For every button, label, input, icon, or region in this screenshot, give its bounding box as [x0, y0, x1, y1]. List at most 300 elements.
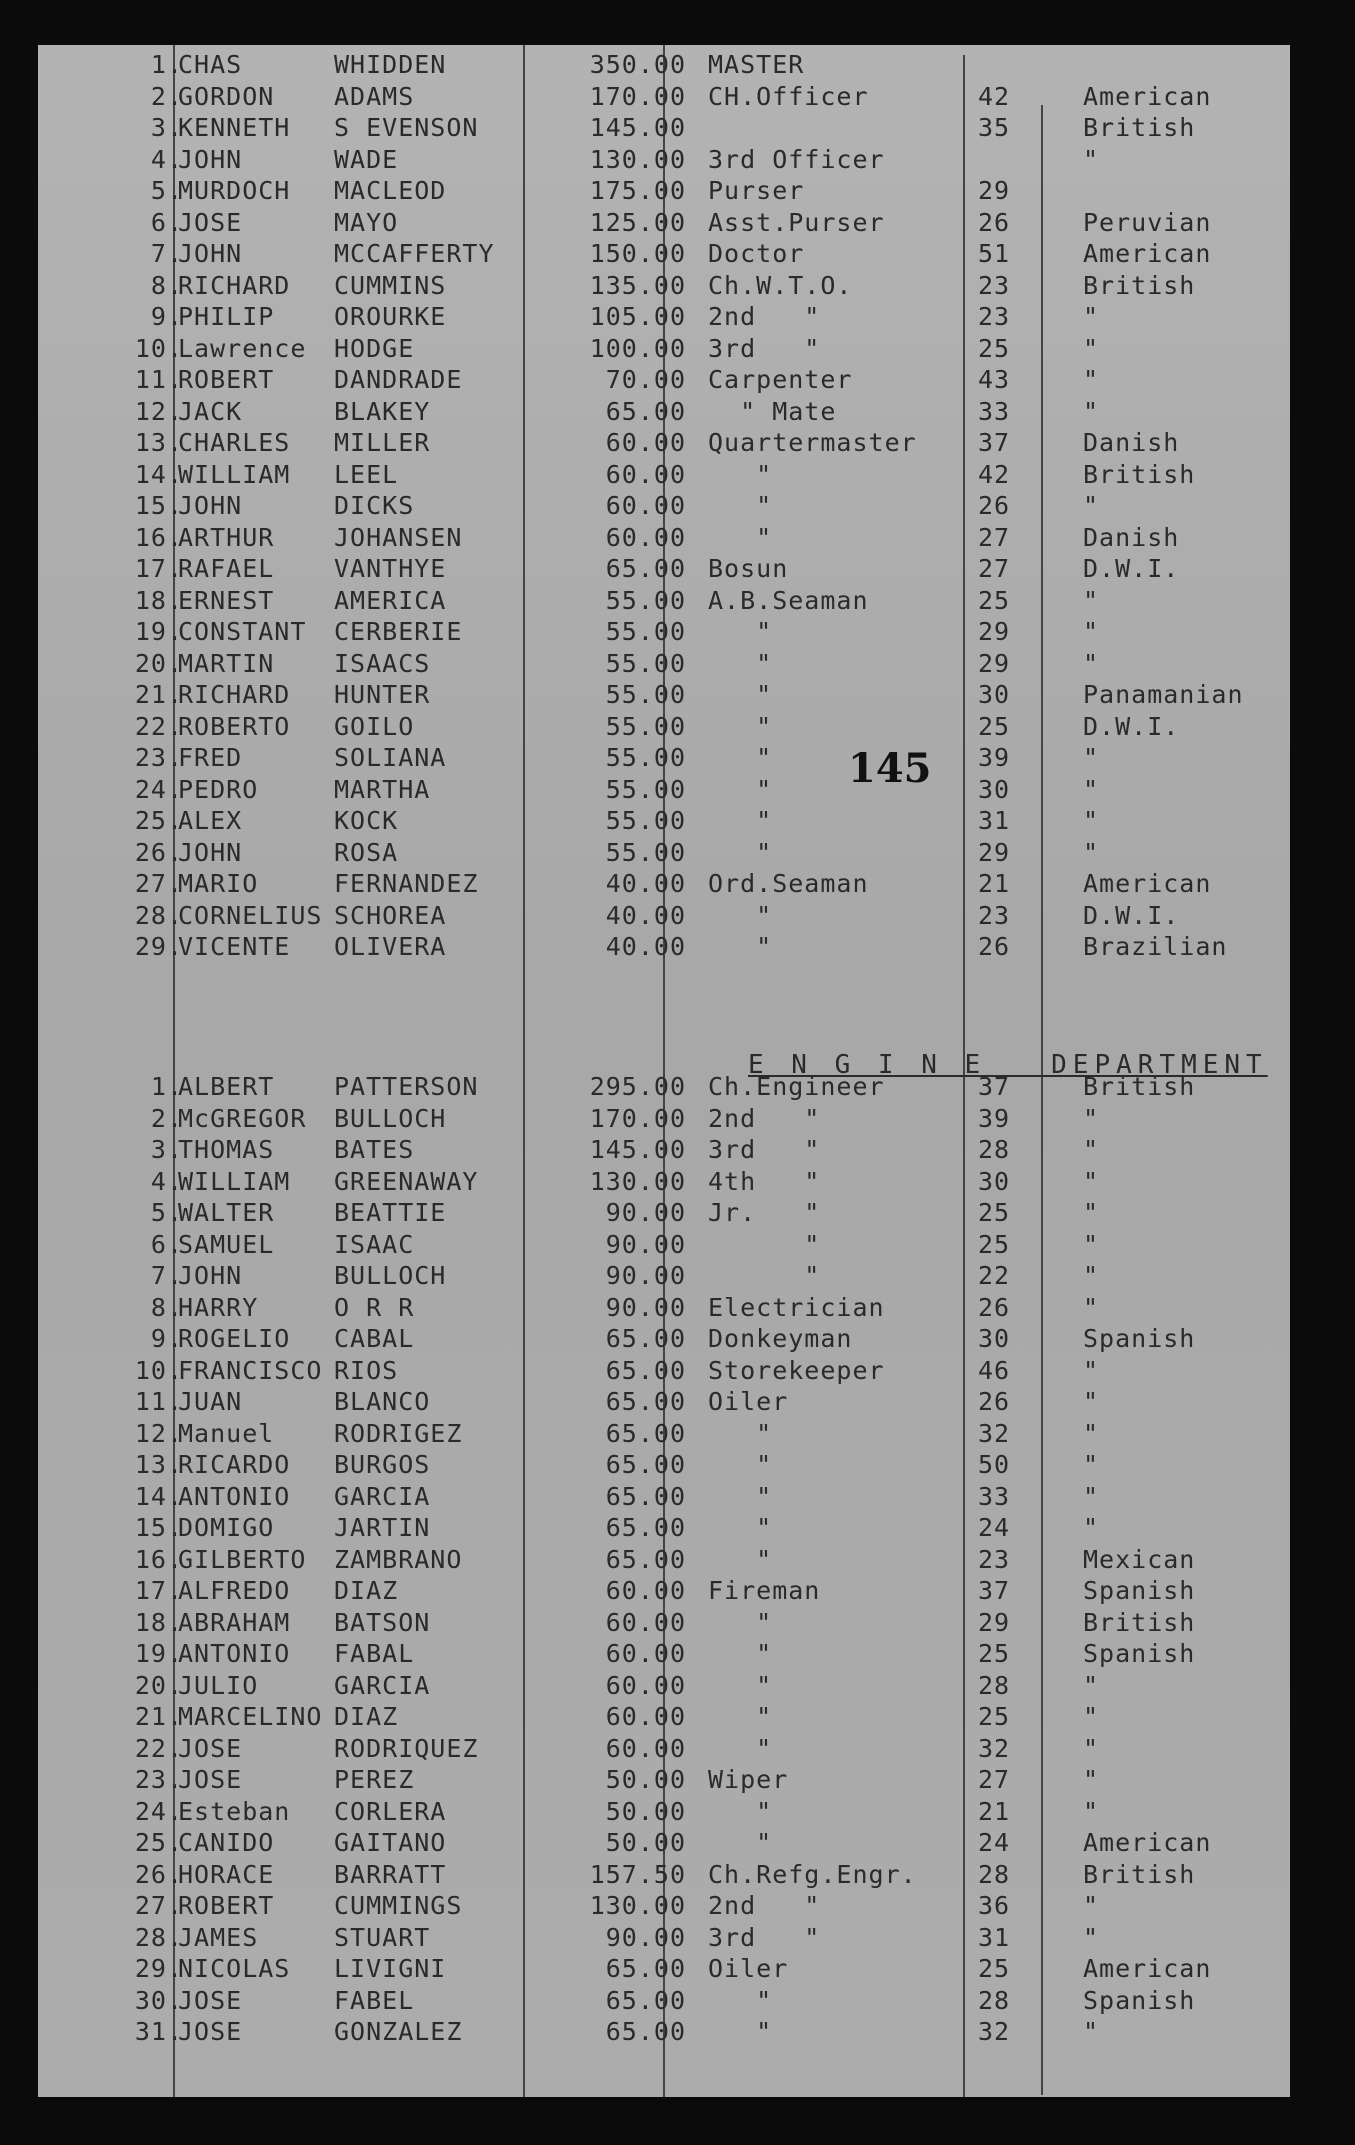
monthly-wage: 90.00 — [605, 1198, 686, 1227]
first-name: Esteban — [178, 1796, 291, 1826]
rank: A.B.Seaman — [708, 585, 869, 615]
last-name: GONZALEZ — [334, 2017, 463, 2046]
nationality: Spanish — [1083, 1576, 1196, 1605]
crew-number: 3. — [150, 1135, 183, 1164]
nationality: " — [1083, 396, 1100, 426]
crew-number: 10. — [134, 1355, 183, 1385]
first-name: CHAS — [178, 50, 243, 79]
rank: " — [708, 1985, 773, 2015]
age: 21 — [978, 869, 1011, 898]
crew-number: 29. — [134, 932, 183, 961]
first-name: WILLIAM — [178, 459, 291, 489]
crew-number: 7. — [150, 1261, 183, 1290]
last-name: GOILO — [334, 711, 415, 741]
age: 29 — [978, 617, 1011, 646]
rank: " — [708, 1796, 773, 1826]
crew-number: 4. — [150, 144, 183, 174]
first-name: PEDRO — [178, 774, 259, 804]
page-number-stamp: 145 — [848, 745, 932, 792]
crew-number: 30. — [134, 1985, 183, 2015]
first-name: JOHN — [178, 144, 243, 174]
rank: " — [708, 1670, 773, 1700]
nationality: " — [1083, 1922, 1100, 1952]
last-name: BLAKEY — [334, 396, 431, 426]
nationality: British — [1083, 1072, 1196, 1101]
last-name: CUMMINS — [334, 270, 447, 300]
rank: 3rd " — [708, 333, 821, 363]
nationality: " — [1083, 333, 1100, 363]
age: 25 — [978, 1198, 1011, 1227]
age: 23 — [978, 1544, 1011, 1574]
crew-row — [38, 1545, 1290, 1575]
crew-number: 21. — [134, 680, 183, 709]
monthly-wage: 50.00 — [605, 1828, 686, 1857]
age: 46 — [978, 1355, 1011, 1385]
crew-row — [38, 901, 1290, 931]
crew-number: 13. — [134, 1450, 183, 1479]
first-name: WALTER — [178, 1198, 275, 1227]
nationality: " — [1083, 1513, 1100, 1542]
age: 24 — [978, 1828, 1011, 1857]
nationality: " — [1083, 144, 1100, 174]
age: 27 — [978, 1765, 1011, 1794]
monthly-wage: 130.00 — [589, 1891, 686, 1920]
last-name: FABEL — [334, 1985, 415, 2015]
last-name: MILLER — [334, 428, 431, 457]
last-name: GARCIA — [334, 1670, 431, 1700]
crew-number: 3. — [150, 113, 183, 142]
monthly-wage: 40.00 — [605, 900, 686, 930]
age: 51 — [978, 239, 1011, 268]
nationality: Spanish — [1083, 1324, 1196, 1353]
rank: 3rd " — [708, 1135, 821, 1164]
age: 23 — [978, 270, 1011, 300]
last-name: BATES — [334, 1135, 415, 1164]
nationality: " — [1083, 1765, 1100, 1794]
rank: " — [708, 806, 773, 835]
age: 36 — [978, 1891, 1011, 1920]
age: 32 — [978, 2017, 1011, 2046]
age: 25 — [978, 1229, 1011, 1259]
last-name: WADE — [334, 144, 399, 174]
crew-row — [38, 460, 1290, 490]
first-name: ALBERT — [178, 1072, 275, 1101]
first-name: SAMUEL — [178, 1229, 275, 1259]
crew-row — [38, 82, 1290, 112]
crew-number: 7. — [150, 239, 183, 268]
crew-number: 22. — [134, 711, 183, 741]
monthly-wage: 55.00 — [605, 680, 686, 709]
monthly-wage: 65.00 — [605, 1544, 686, 1574]
first-name: Manuel — [178, 1418, 275, 1448]
last-name: ISAACS — [334, 648, 431, 678]
crew-row — [38, 1135, 1290, 1165]
last-name: ROSA — [334, 837, 399, 867]
rank: Oiler — [708, 1954, 789, 1983]
monthly-wage: 105.00 — [589, 302, 686, 331]
crew-row — [38, 1576, 1290, 1606]
last-name: MAYO — [334, 207, 399, 237]
age: 29 — [978, 176, 1011, 205]
crew-number: 27. — [134, 869, 183, 898]
first-name: MARCELINO — [178, 1702, 323, 1731]
first-name: Lawrence — [178, 333, 307, 363]
crew-row — [38, 1482, 1290, 1512]
last-name: MCCAFFERTY — [334, 239, 495, 268]
crew-list-sheet — [38, 45, 1290, 2097]
rank: " — [708, 1481, 773, 1511]
nationality: " — [1083, 365, 1100, 394]
last-name: MARTHA — [334, 774, 431, 804]
crew-number: 12. — [134, 396, 183, 426]
first-name: JOSE — [178, 1733, 243, 1763]
age: 27 — [978, 522, 1011, 552]
rank: " — [708, 2017, 773, 2046]
first-name: RAFAEL — [178, 554, 275, 583]
nationality: Spanish — [1083, 1639, 1196, 1668]
monthly-wage: 65.00 — [605, 1954, 686, 1983]
crew-row — [38, 1986, 1290, 2016]
rank: " — [708, 743, 773, 772]
crew-row — [38, 491, 1290, 521]
monthly-wage: 90.00 — [605, 1229, 686, 1259]
first-name: THOMAS — [178, 1135, 275, 1164]
crew-number: 8. — [150, 270, 183, 300]
nationality: Mexican — [1083, 1544, 1196, 1574]
last-name: SOLIANA — [334, 743, 447, 772]
crew-row — [38, 838, 1290, 868]
rank: MASTER — [708, 50, 805, 79]
last-name: DIAZ — [334, 1702, 399, 1731]
nationality: American — [1083, 1828, 1212, 1857]
nationality: " — [1083, 1292, 1100, 1322]
crew-row — [38, 1198, 1290, 1228]
monthly-wage: 135.00 — [589, 270, 686, 300]
nationality: D.W.I. — [1083, 554, 1180, 583]
first-name: MARTIN — [178, 648, 275, 678]
last-name: GREENAWAY — [334, 1166, 479, 1196]
last-name: LEEL — [334, 459, 399, 489]
crew-number: 9. — [150, 302, 183, 331]
crew-number: 26. — [134, 1859, 183, 1889]
rank: Jr. " — [708, 1198, 821, 1227]
crew-number: 25. — [134, 806, 183, 835]
nationality: " — [1083, 1418, 1100, 1448]
first-name: CHARLES — [178, 428, 291, 457]
last-name: OLIVERA — [334, 932, 447, 961]
monthly-wage: 65.00 — [605, 1985, 686, 2015]
crew-row — [38, 1356, 1290, 1386]
crew-row — [38, 365, 1290, 395]
nationality: American — [1083, 1954, 1212, 1983]
crew-number: 21. — [134, 1702, 183, 1731]
crew-row — [38, 1513, 1290, 1543]
crew-row — [38, 1891, 1290, 1921]
last-name: KOCK — [334, 806, 399, 835]
first-name: MARIO — [178, 869, 259, 898]
crew-row — [38, 50, 1290, 80]
crew-number: 12. — [134, 1418, 183, 1448]
crew-number: 11. — [134, 365, 183, 394]
crew-number: 18. — [134, 585, 183, 615]
first-name: JULIO — [178, 1670, 259, 1700]
nationality: " — [1083, 302, 1100, 331]
monthly-wage: 65.00 — [605, 396, 686, 426]
nationality: " — [1083, 1229, 1100, 1259]
crew-number: 2. — [150, 1103, 183, 1133]
nationality: " — [1083, 1450, 1100, 1479]
rank: Donkeyman — [708, 1324, 853, 1353]
first-name: JOSE — [178, 1765, 243, 1794]
age: 29 — [978, 648, 1011, 678]
monthly-wage: 60.00 — [605, 1576, 686, 1605]
monthly-wage: 65.00 — [605, 2017, 686, 2046]
crew-row — [38, 113, 1290, 143]
rank: " — [708, 1607, 773, 1637]
monthly-wage: 60.00 — [605, 1639, 686, 1668]
first-name: JOHN — [178, 1261, 243, 1290]
last-name: CERBERIE — [334, 617, 463, 646]
first-name: ALFREDO — [178, 1576, 291, 1605]
rank: Quartermaster — [708, 428, 917, 457]
last-name: WHIDDEN — [334, 50, 447, 79]
age: 30 — [978, 1324, 1011, 1353]
nationality: British — [1083, 113, 1196, 142]
last-name: BATSON — [334, 1607, 431, 1637]
last-name: LIVIGNI — [334, 1954, 447, 1983]
monthly-wage: 157.50 — [589, 1859, 686, 1889]
rank: " — [708, 648, 773, 678]
nationality: D.W.I. — [1083, 900, 1180, 930]
rank: 2nd " — [708, 1103, 821, 1133]
age: 28 — [978, 1859, 1011, 1889]
crew-number: 29. — [134, 1954, 183, 1983]
last-name: RODRIQUEZ — [334, 1733, 479, 1763]
age: 26 — [978, 1292, 1011, 1322]
rank: " — [708, 932, 773, 961]
crew-number: 17. — [134, 1576, 183, 1605]
nationality: " — [1083, 774, 1100, 804]
age: 27 — [978, 554, 1011, 583]
monthly-wage: 65.00 — [605, 554, 686, 583]
crew-row — [38, 932, 1290, 962]
rank: " — [708, 459, 773, 489]
last-name: ZAMBRANO — [334, 1544, 463, 1574]
crew-number: 10. — [134, 333, 183, 363]
crew-row — [38, 680, 1290, 710]
crew-row — [38, 1167, 1290, 1197]
first-name: JACK — [178, 396, 243, 426]
first-name: PHILIP — [178, 302, 275, 331]
first-name: KENNETH — [178, 113, 291, 142]
last-name: DICKS — [334, 491, 415, 520]
first-name: JOHN — [178, 491, 243, 520]
crew-number: 28. — [134, 900, 183, 930]
nationality: American — [1083, 81, 1212, 111]
crew-row — [38, 806, 1290, 836]
first-name: ANTONIO — [178, 1481, 291, 1511]
age: 42 — [978, 459, 1011, 489]
crew-number: 20. — [134, 648, 183, 678]
first-name: ROBERTO — [178, 711, 291, 741]
crew-row — [38, 2017, 1290, 2047]
monthly-wage: 65.00 — [605, 1418, 686, 1448]
crew-row — [38, 302, 1290, 332]
monthly-wage: 60.00 — [605, 1607, 686, 1637]
last-name: AMERICA — [334, 585, 447, 615]
rank: CH.Officer — [708, 81, 869, 111]
age: 25 — [978, 711, 1011, 741]
first-name: RICHARD — [178, 680, 291, 709]
crew-number: 14. — [134, 1481, 183, 1511]
first-name: JOSE — [178, 2017, 243, 2046]
monthly-wage: 60.00 — [605, 1702, 686, 1731]
crew-row — [38, 554, 1290, 584]
monthly-wage: 50.00 — [605, 1765, 686, 1794]
rank: " — [708, 1450, 773, 1479]
first-name: ROBERT — [178, 1891, 275, 1920]
rank: 3rd " — [708, 1922, 821, 1952]
first-name: CORNELIUS — [178, 900, 323, 930]
first-name: FRANCISCO — [178, 1355, 323, 1385]
crew-row — [38, 1104, 1290, 1134]
crew-row — [38, 1261, 1290, 1291]
last-name: O R R — [334, 1292, 415, 1322]
nationality: " — [1083, 648, 1100, 678]
nationality: Danish — [1083, 428, 1180, 457]
crew-number: 15. — [134, 1513, 183, 1542]
first-name: NICOLAS — [178, 1954, 291, 1983]
crew-number: 9. — [150, 1324, 183, 1353]
nationality: " — [1083, 1198, 1100, 1227]
monthly-wage: 65.00 — [605, 1513, 686, 1542]
rank: " — [708, 900, 773, 930]
crew-number: 24. — [134, 774, 183, 804]
nationality: American — [1083, 869, 1212, 898]
crew-row — [38, 1828, 1290, 1858]
age: 25 — [978, 585, 1011, 615]
nationality: " — [1083, 1891, 1100, 1920]
crew-row — [38, 1797, 1290, 1827]
crew-number: 15. — [134, 491, 183, 520]
monthly-wage: 50.00 — [605, 1796, 686, 1826]
rank: " — [708, 1733, 773, 1763]
nationality: British — [1083, 459, 1196, 489]
crew-row — [38, 1387, 1290, 1417]
age: 23 — [978, 302, 1011, 331]
rank: " — [708, 837, 773, 867]
monthly-wage: 65.00 — [605, 1450, 686, 1479]
last-name: GARCIA — [334, 1481, 431, 1511]
last-name: ISAAC — [334, 1229, 415, 1259]
age: 30 — [978, 1166, 1011, 1196]
rank: " — [708, 711, 773, 741]
nationality: American — [1083, 239, 1212, 268]
crew-row — [38, 586, 1290, 616]
last-name: OROURKE — [334, 302, 447, 331]
first-name: CANIDO — [178, 1828, 275, 1857]
monthly-wage: 65.00 — [605, 1355, 686, 1385]
nationality: Spanish — [1083, 1985, 1196, 2015]
age: 26 — [978, 1387, 1011, 1416]
rank: " — [708, 1544, 773, 1574]
crew-number: 5. — [150, 1198, 183, 1227]
monthly-wage: 60.00 — [605, 1670, 686, 1700]
last-name: BLANCO — [334, 1387, 431, 1416]
crew-row — [38, 617, 1290, 647]
crew-number: 26. — [134, 837, 183, 867]
nationality: " — [1083, 806, 1100, 835]
first-name: HORACE — [178, 1859, 275, 1889]
first-name: ROBERT — [178, 365, 275, 394]
crew-row — [38, 712, 1290, 742]
nationality: Danish — [1083, 522, 1180, 552]
crew-number: 23. — [134, 1765, 183, 1794]
nationality: " — [1083, 1733, 1100, 1763]
last-name: BEATTIE — [334, 1198, 447, 1227]
last-name: CABAL — [334, 1324, 415, 1353]
nationality: " — [1083, 585, 1100, 615]
rank: " — [708, 522, 773, 552]
age: 37 — [978, 428, 1011, 457]
crew-number: 11. — [134, 1387, 183, 1416]
monthly-wage: 145.00 — [589, 1135, 686, 1164]
monthly-wage: 60.00 — [605, 459, 686, 489]
rank: " — [708, 680, 773, 709]
crew-number: 1. — [150, 50, 183, 79]
rank: Carpenter — [708, 365, 853, 394]
first-name: DOMIGO — [178, 1513, 275, 1542]
rank: " — [708, 617, 773, 646]
monthly-wage: 55.00 — [605, 806, 686, 835]
monthly-wage: 40.00 — [605, 869, 686, 898]
crew-number: 4. — [150, 1166, 183, 1196]
nationality: D.W.I. — [1083, 711, 1180, 741]
monthly-wage: 130.00 — [589, 1166, 686, 1196]
age: 50 — [978, 1450, 1011, 1479]
crew-row — [38, 1923, 1290, 1953]
age: 39 — [978, 1103, 1011, 1133]
crew-row — [38, 1450, 1290, 1480]
last-name: PEREZ — [334, 1765, 415, 1794]
monthly-wage: 55.00 — [605, 617, 686, 646]
age: 23 — [978, 900, 1011, 930]
last-name: HODGE — [334, 333, 415, 363]
monthly-wage: 170.00 — [589, 81, 686, 111]
age: 37 — [978, 1072, 1011, 1101]
age: 42 — [978, 81, 1011, 111]
last-name: FABAL — [334, 1639, 415, 1668]
crew-number: 27. — [134, 1891, 183, 1920]
age: 28 — [978, 1670, 1011, 1700]
last-name: BURGOS — [334, 1450, 431, 1479]
crew-row — [38, 145, 1290, 175]
crew-number: 13. — [134, 428, 183, 457]
nationality: " — [1083, 2017, 1100, 2046]
nationality: Peruvian — [1083, 207, 1212, 237]
age: 33 — [978, 1481, 1011, 1511]
monthly-wage: 130.00 — [589, 144, 686, 174]
crew-row — [38, 1734, 1290, 1764]
crew-row — [38, 743, 1290, 773]
first-name: CONSTANT — [178, 617, 307, 646]
age: 33 — [978, 396, 1011, 426]
crew-row — [38, 208, 1290, 238]
age: 22 — [978, 1261, 1011, 1290]
monthly-wage: 65.00 — [605, 1387, 686, 1416]
monthly-wage: 65.00 — [605, 1481, 686, 1511]
age: 24 — [978, 1513, 1011, 1542]
